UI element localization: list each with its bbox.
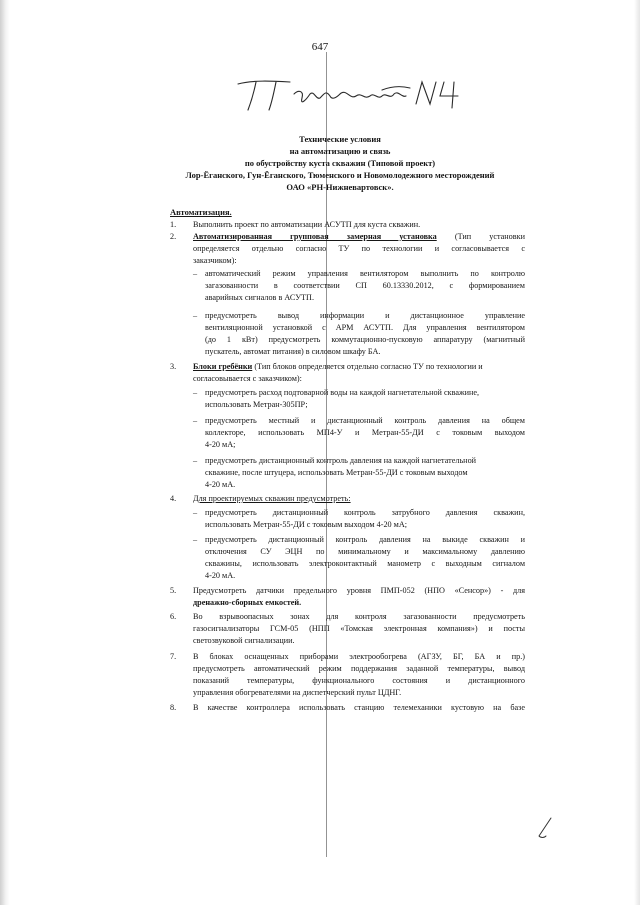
bullet-dash: – bbox=[193, 508, 198, 517]
sub-item-text: предусмотреть дистанционный контроль затрубного давления скважин, bbox=[205, 508, 525, 517]
item-number: 3. bbox=[170, 362, 177, 371]
sub-item-text: отключения СУ ЭЦН по минимальному и максимальному давлению bbox=[205, 547, 525, 556]
sub-item-text: предусмотреть расход подтоварной воды на каждой нагнетательной скважине, bbox=[205, 388, 480, 397]
item-text: согласовывается с заказчиком): bbox=[193, 374, 302, 383]
item-text-rest: (Тип установки bbox=[454, 232, 526, 241]
pen-mark bbox=[533, 814, 557, 842]
item-text: Для проектируемых скважин предусмотреть: bbox=[193, 494, 351, 503]
item-number: 7. bbox=[170, 652, 177, 661]
sub-item-text: предусмотреть местный и дистанционный контроль давления на общем bbox=[205, 416, 525, 425]
scan-shadow-right bbox=[634, 0, 640, 905]
item-number: 2. bbox=[170, 232, 177, 241]
sub-item-text: автоматический режим управления вентилятором выполнить по контролю bbox=[205, 269, 525, 278]
title-line: ОАО «РН-Нижневартовск». bbox=[286, 182, 394, 192]
sub-item-text: предусмотреть дистанционный контроль давления на каждой нагнетательной bbox=[205, 456, 477, 465]
sub-item-text: скважине, после штуцера, использовать Метран-55-ДИ с токовым выходом bbox=[205, 468, 468, 477]
item-number: 1. bbox=[170, 220, 177, 229]
bullet-dash: – bbox=[193, 269, 198, 278]
item-text: заказчиком): bbox=[193, 256, 237, 265]
item-heading: Блоки гребёнки bbox=[193, 362, 253, 371]
item-number: 6. bbox=[170, 612, 177, 621]
sub-item-text: использовать Метран-305ПР; bbox=[205, 400, 308, 409]
sub-item-text: (до 1 кВт) предусмотреть коммутационно-пусковую аппаратуру (магнитный bbox=[205, 335, 525, 344]
item-text: дренажно-сборных емкостей. bbox=[193, 598, 302, 607]
item-text bbox=[193, 362, 483, 372]
item-text bbox=[193, 232, 525, 242]
item-number: 5. bbox=[170, 586, 177, 595]
bullet-dash: – bbox=[193, 535, 198, 544]
item-number: 4. bbox=[170, 494, 177, 503]
item-text: В качестве контроллера использовать станцию телемеханики кустовую на базе bbox=[193, 703, 525, 712]
item-heading: Автоматизированная групповая замерная установка bbox=[193, 232, 437, 241]
item-number: 8. bbox=[170, 703, 177, 712]
item-text: В блоках оснащенных приборами электрообогрева (АГЗУ, БГ, БА и пр.) bbox=[193, 652, 525, 661]
scan-shadow-left bbox=[0, 0, 10, 905]
title-line: на автоматизацию и связь bbox=[289, 146, 391, 156]
sub-item-text: аварийных сигналов в АСУТП. bbox=[205, 293, 314, 302]
item-text: определяется отдельно согласно ТУ по технологии и согласовывается с bbox=[193, 244, 525, 253]
bullet-dash: – bbox=[193, 456, 198, 465]
section-heading: Автоматизация. bbox=[170, 207, 232, 217]
title-line: Технические условия bbox=[299, 134, 381, 144]
item-text: Во взрывоопасных зонах для контроля загазованности предусмотреть bbox=[193, 612, 525, 621]
sub-item-text: 4-20 мА. bbox=[205, 480, 236, 489]
sub-item-text: предусмотреть вывод информации и дистанционное управление bbox=[205, 311, 525, 320]
sub-item-text: использовать Метран-55-ДИ с токовым выходом 4-20 мА; bbox=[205, 520, 408, 529]
title-line: Лор-Ёганского, Гун-Ёганского, Тюменского и Новомолодежного месторождений bbox=[185, 170, 495, 180]
page-number: 647 bbox=[311, 41, 329, 53]
item-text: Предусмотреть датчики предельного уровня ПМП-052 (НПО «Сенсор») - для bbox=[193, 586, 525, 595]
sub-item-text: вентиляционной установкой с АРМ АСУТП. Для управления вентилятором bbox=[205, 323, 525, 332]
bullet-dash: – bbox=[193, 388, 198, 397]
item-text-rest: (Тип блоков определяется отдельно согласно ТУ по технологии и bbox=[254, 362, 483, 371]
sub-item-text: скважины, использовать электроконтактный манометр с выходным сигналом bbox=[205, 559, 525, 568]
handwritten-annotation bbox=[232, 70, 472, 114]
item-text: показаний температуры, функционального состояния и дистанционного bbox=[193, 676, 525, 685]
sub-item-text: коллекторе, использовать МП4-У и Метран-55-ДИ с токовым выходом bbox=[205, 428, 525, 437]
sub-item-text: 4-20 мА. bbox=[205, 571, 236, 580]
sub-item-text: пускатель, автомат питания) в силовом шкафу БА. bbox=[205, 347, 381, 356]
sub-item-text: предусмотреть дистанционный контроль давления на выкиде скважин и bbox=[205, 535, 525, 544]
sub-item-text: 4-20 мА; bbox=[205, 440, 236, 449]
item-text: Выполнить проект по автоматизации АСУТП для куста скважин. bbox=[193, 220, 421, 229]
item-text: светозвуковой сигнализации. bbox=[193, 636, 295, 645]
sub-item-text: загазованности в соответствии СП 60.13330.2012, с формированием bbox=[205, 281, 525, 290]
item-text: предусмотреть автоматический режим поддержания заданной температуры, вывод bbox=[193, 664, 525, 673]
item-text: управления обогревателями на диспетчерский пульт ЦДНГ. bbox=[193, 688, 402, 697]
bullet-dash: – bbox=[193, 416, 198, 425]
item-text: газосигнализаторы ГСМ-05 (НПП «Томская электронная компания») и посты bbox=[193, 624, 525, 633]
title-line: по обустройству куста скважин (Типовой проект) bbox=[244, 158, 436, 168]
bullet-dash: – bbox=[193, 311, 198, 320]
document-title bbox=[150, 133, 530, 193]
